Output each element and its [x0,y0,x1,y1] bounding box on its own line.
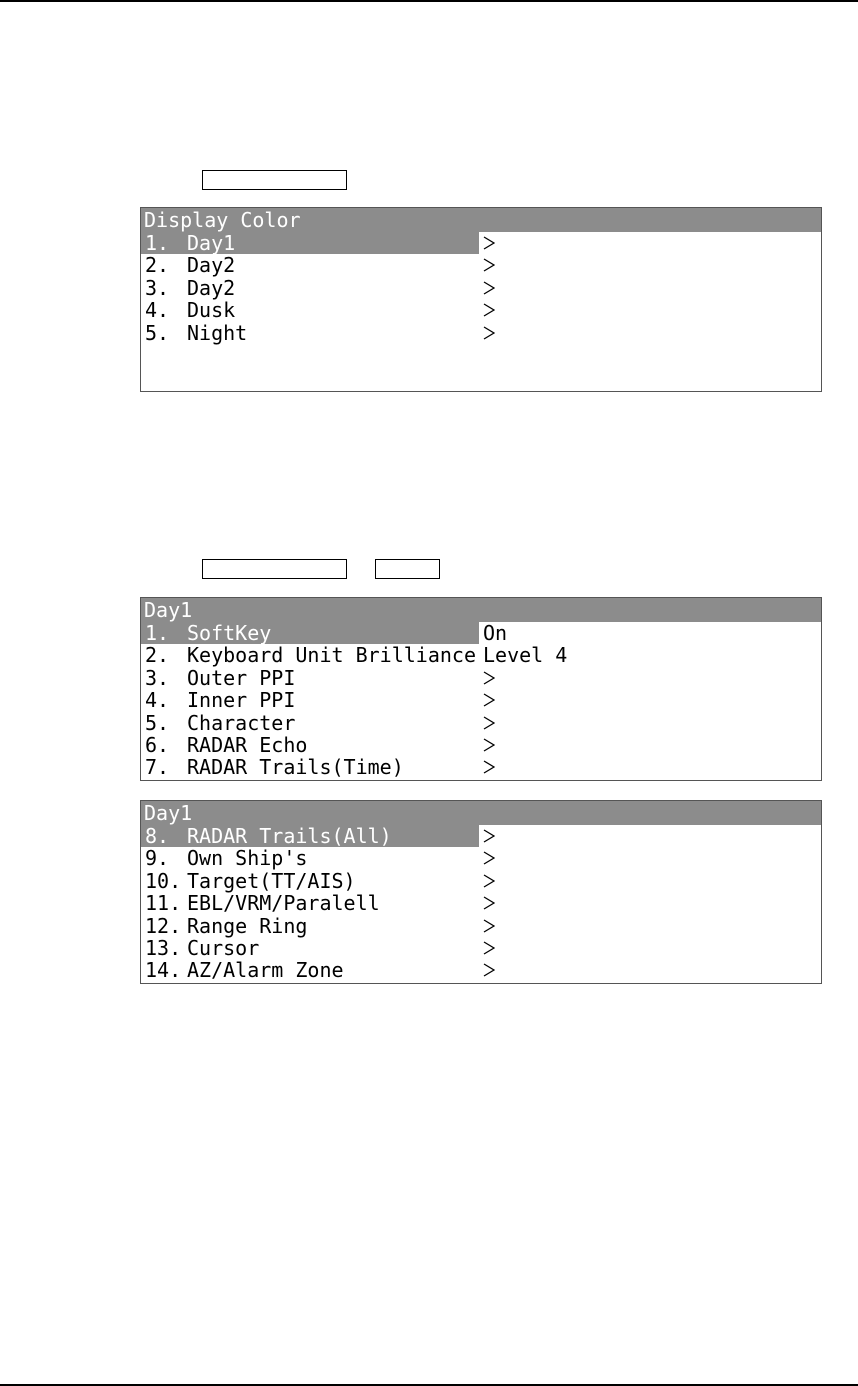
page-top-rule [0,0,858,2]
menu-rows [141,825,821,982]
chevron-right-icon [483,693,495,707]
menu-item-number: 11. [145,891,182,916]
menu-item[interactable] [141,667,821,689]
menu-item-number: 14. [145,958,182,983]
menu-item-number: 5. [145,710,170,735]
chevron-right-icon [483,326,495,340]
chevron-right-icon [483,851,495,865]
chevron-right-icon [483,281,495,295]
chevron-right-icon [483,896,495,910]
menu-item-label: Dusk [187,298,236,323]
menu-item[interactable] [141,622,821,644]
menu-item[interactable] [141,644,821,666]
menu-item-label: RADAR Echo [187,732,308,757]
menu-item-label: Inner PPI [187,688,296,713]
chevron-right-icon [483,716,495,730]
chevron-right-icon [483,874,495,888]
menu-rows [141,622,821,779]
chevron-right-icon [483,760,495,774]
chevron-right-icon [483,919,495,933]
chevron-right-icon [483,829,495,843]
day1-menu-page-1 [140,597,822,781]
chevron-right-icon [483,258,495,272]
menu-item-number: 9. [145,846,170,871]
menu-item[interactable] [141,870,821,892]
menu-item-label: Night [187,320,248,345]
menu-item-value: On [483,621,508,645]
menu-title: Day1 [141,801,821,825]
menu-item[interactable] [141,299,821,321]
menu-item-label: EBL/VRM/Paralell [187,891,380,916]
day1-menu-page-2 [140,800,822,984]
menu-item-number: 12. [145,913,182,938]
menu-item-number: 13. [145,935,182,960]
menu-item-label: Cursor [187,935,260,960]
chevron-right-icon [483,941,495,955]
chevron-right-icon [483,963,495,977]
menu-item[interactable] [141,892,821,914]
menu-item[interactable] [141,712,821,734]
softkey-box[interactable] [202,559,347,579]
softkey-box[interactable] [202,170,347,190]
menu-item-label: Keyboard Unit Brilliance [187,643,476,668]
menu-item-number: 1. [145,231,170,255]
menu-item[interactable] [141,847,821,869]
menu-item[interactable] [141,734,821,756]
menu-item[interactable] [141,825,821,847]
menu-item-number: 2. [145,643,170,668]
menu-title: Display Color [141,208,821,232]
menu-title: Day1 [141,598,821,622]
menu-item-number: 5. [145,320,170,345]
menu-item-number: 6. [145,732,170,757]
menu-item[interactable] [141,322,821,344]
menu-item-label: Own Ship's [187,846,308,871]
softkey-box[interactable] [375,559,440,579]
menu-item-label: Range Ring [187,913,308,938]
menu-item-value: Level 4 [483,643,568,668]
menu-item-label: Target(TT/AIS) [187,868,356,893]
menu-item-number: 2. [145,253,170,278]
menu-item[interactable] [141,254,821,276]
menu-item-number: 3. [145,665,170,690]
menu-item-number: 3. [145,275,170,300]
menu-item-label: AZ/Alarm Zone [187,958,344,983]
menu-item[interactable] [141,689,821,711]
menu-item-number: 1. [145,621,170,645]
menu-item-label: Day2 [187,253,236,278]
display-color-menu [140,207,822,392]
menu-rows [141,232,821,344]
menu-item-label: RADAR Trails(All) [187,824,392,848]
chevron-right-icon [483,236,495,250]
menu-item-number: 4. [145,688,170,713]
menu-item[interactable] [141,756,821,778]
chevron-right-icon [483,738,495,752]
menu-item-label: Day1 [187,231,236,255]
menu-item-number: 10. [145,868,182,893]
menu-item[interactable] [141,915,821,937]
menu-item[interactable] [141,959,821,981]
menu-item-label: Day2 [187,275,236,300]
menu-item-label: SoftKey [187,621,272,645]
menu-item[interactable] [141,937,821,959]
menu-item-number: 8. [145,824,170,848]
menu-item-label: Character [187,710,296,735]
menu-item[interactable] [141,232,821,254]
chevron-right-icon [483,671,495,685]
menu-item-label: RADAR Trails(Time) [187,755,404,780]
chevron-right-icon [483,303,495,317]
menu-item[interactable] [141,277,821,299]
menu-item-number: 4. [145,298,170,323]
menu-item-label: Outer PPI [187,665,296,690]
menu-item-number: 7. [145,755,170,780]
